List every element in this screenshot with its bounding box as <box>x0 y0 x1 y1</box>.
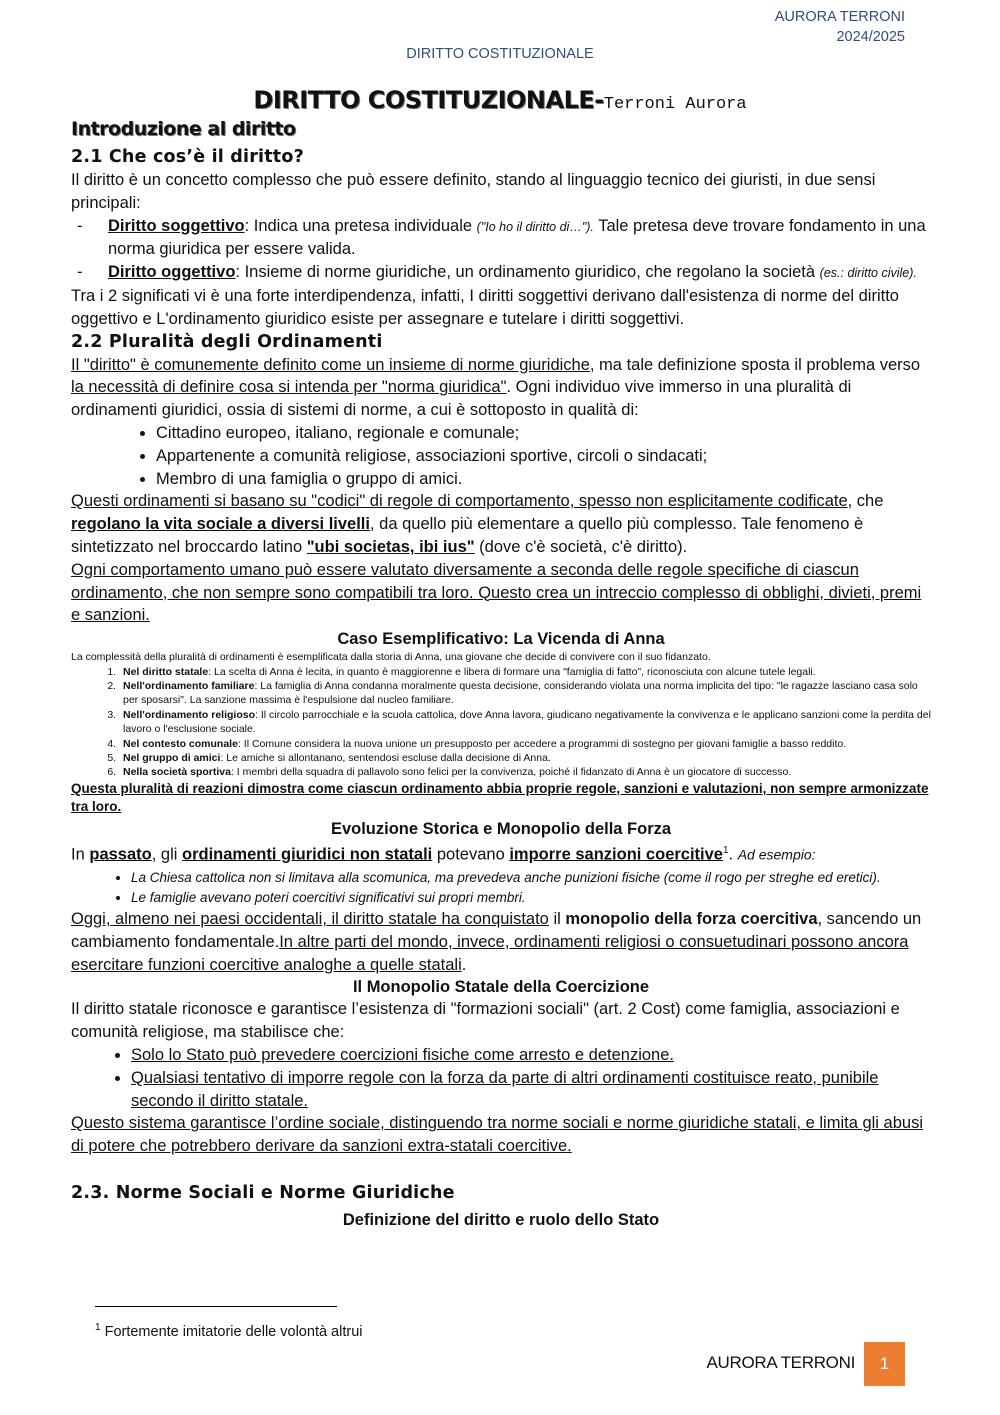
definition-text: : Insieme di norme giuridiche, un ordinamento giuridico, che regolano la società <box>235 263 820 282</box>
footnote-number: 1 <box>95 1322 101 1333</box>
case-item <box>119 665 931 679</box>
page-content <box>71 146 931 1231</box>
title-main: DIRITTO COSTITUZIONALE- <box>253 86 604 114</box>
text-run: , gli <box>151 845 182 864</box>
case-item <box>119 751 931 765</box>
section-2-2-paragraph <box>71 490 931 558</box>
definition-text: : Indica una pretesa individuale <box>244 216 477 235</box>
case-item-label: Nella società sportiva <box>123 766 231 779</box>
text-run: monopolio della forza coercitiva <box>565 910 818 929</box>
examples-list <box>71 868 931 907</box>
list-item: • Qualsiasi tentativo di imporre regole con la forza da parte di altri ordinamenti costituisce reato, punibile secondo il diritto statale. <box>131 1067 931 1113</box>
monopoly-paragraph: Il diritto statale riconosce e garantisce l’esistenza di "formazioni sociali" (art. 2 Cost) come famiglia, associazioni e comunità religiose, ma stabilisce che: <box>71 1000 900 1042</box>
text-run: imporre sanzioni coercitive <box>509 845 723 864</box>
section-2-1-heading: 2.1 Che cos’è il diritto? <box>71 147 304 167</box>
text-run: regolano la vita sociale a diversi livelli <box>71 515 370 534</box>
case-item-text: : La famiglia di Anna condanna moralmente questa decisione, considerando violata una norma implicita del tipo: "le ragazze lasciano casa solo per sposarsi". La sanzione massima è l'espulsione dal nucleo familiare. <box>123 679 918 707</box>
text-run: . <box>728 845 738 864</box>
section-2-3-subheading: Definizione del diritto e ruolo dello Stato <box>342 1211 660 1230</box>
case-item <box>119 737 931 751</box>
list-item: • Membro di una famiglia o gruppo di amici. <box>156 468 931 491</box>
monopoly-heading: Il Monopolio Statale della Coercizione <box>352 978 650 997</box>
definition-term: Diritto oggettivo <box>108 263 236 282</box>
case-item-label: Nel gruppo di amici <box>123 751 221 764</box>
case-conclusion: Questa pluralità di reazioni dimostra come ciascun ordinamento abbia proprie regole, sanzioni e valutazioni, non sempre armonizzate tra loro. <box>71 780 929 814</box>
text-run: Questi ordinamenti si basano su "codici" di regole di comportamento, spesso non esplicitamente codificate <box>71 492 848 511</box>
case-item-text: : I membri della squadra di pallavolo sono felici per la convivenza, poiché il fidanzato di Anna è un giocatore di successo. <box>230 766 792 779</box>
header-author: AURORA TERRONI <box>774 9 905 25</box>
footnote-ref[interactable]: 1 <box>722 844 729 856</box>
text-run: . <box>461 955 467 974</box>
text-run: Oggi, almeno nei paesi occidentali, il diritto statale ha conquistato <box>71 910 549 929</box>
text-run: In altre parti del mondo, invece, ordinamenti religiosi o consuetudinari possono ancora esercitare funzioni coercitive analoghe a quelle statali <box>71 932 909 974</box>
header-course: DIRITTO COSTITUZIONALE <box>406 46 594 62</box>
text-run: , che <box>847 492 884 511</box>
latin-maxim: "ubi societas, ibi ius" <box>306 537 475 556</box>
section-2-1-intro: Il diritto è un concetto complesso che può essere definito, stando al linguaggio tecnico dei giuristi, in due sensi principali: <box>71 171 876 212</box>
evolution-heading: Evoluzione Storica e Monopolio della Forza <box>330 819 672 838</box>
text-run: ordinamenti giuridici non statali <box>181 845 433 864</box>
section-2-3-heading: 2.3. Norme Sociali e Norme Giuridiche <box>71 1183 455 1204</box>
section-2-2-paragraph: Ogni comportamento umano può essere valutato diversamente a seconda delle regole specifiche di ciascun ordinamento, che non sempre sono compatibili tra loro. Questo crea un intreccio complesso di obblighi, divieti, premi e sanzioni. <box>71 560 922 625</box>
case-item-text: : Il circolo parrocchiale e la scuola cattolica, dove Anna lavora, giudicano negativamente la convivenza e le applicano sanzioni come la perdita del lavoro o l'esclusione sociale. <box>123 708 931 736</box>
list-item: • Appartenente a comunità religiose, associazioni sportive, circoli o sindacati; <box>156 445 931 468</box>
case-item-text: : La scelta di Anna è lecita, in quanto è maggiorenne e libera di formare una "famiglia di fatto", riconosciuta con alcune tutele legali. <box>208 665 816 678</box>
case-heading: Caso Esemplificativo: La Vicenda di Anna <box>337 630 665 649</box>
list-item: • La Chiesa cattolica non si limitava alla scomunica, ma prevedeva anche punizioni fisiche (come il rogo per streghe ed eretici). <box>131 868 931 887</box>
page-number: 1 <box>864 1342 905 1386</box>
evolution-paragraph <box>71 908 931 976</box>
footer-author: AURORA TERRONI <box>706 1353 855 1372</box>
text-run: , da quello più elementare a quello più complesso. Tale fenomeno è sintetizzato nel broccardo latino <box>71 515 864 556</box>
definition-note: (es.: diritto civile). <box>819 266 917 281</box>
definitions-list <box>71 215 931 285</box>
text-run: Il "diritto" è comunemente definito come un insieme di norme giuridiche <box>71 355 590 374</box>
title-author: Terroni Aurora <box>603 95 747 114</box>
footnote <box>95 1322 363 1340</box>
monopoly-list <box>71 1044 931 1112</box>
document-title <box>0 86 1000 114</box>
list-item: • Solo lo Stato può prevedere coercizioni fisiche come arresto e detenzione. <box>131 1044 931 1067</box>
text-run: , ma tale definizione sposta il problema verso <box>589 355 921 374</box>
case-item-text: : Il Comune considera la nuova unione un presupposto per accedere a programmi di sostegno per giovani famiglie a basso reddito. <box>237 737 847 750</box>
text-run: la necessità di definire cosa si intenda per "norma giuridica" <box>71 378 507 397</box>
definition-note: ("Io ho il diritto di…"). <box>476 219 594 234</box>
section-2-1-paragraph: Tra i 2 significati vi è una forte interdipendenza, infatti, I diritti soggettivi derivano dall'esistenza di norme del diritto oggettivo e L'ordinamento giuridico esiste per assegnare e tutelare i diritti soggettivi. <box>71 286 899 328</box>
case-item <box>119 708 931 737</box>
section-2-2-heading: 2.2 Pluralità degli Ordinamenti <box>71 331 383 352</box>
text-run: il <box>548 910 566 929</box>
list-item: • Cittadino europeo, italiano, regionale e comunale; <box>156 422 931 445</box>
definition-item <box>71 215 931 262</box>
header-year: 2024/2025 <box>836 29 905 45</box>
evolution-paragraph <box>71 840 931 866</box>
text-run: . Ogni individuo vive immerso in una pluralità di ordinamenti giuridici, ossia di sistemi di norme, a cui è sottoposto in qualità di: <box>71 378 852 420</box>
definition-term: Diritto soggettivo <box>108 216 245 235</box>
case-intro: La complessità della pluralità di ordinamenti è esemplificata dalla storia di Anna, una giovane che decide di convivere con il suo fidanzato. <box>71 651 711 664</box>
text-run: Ad esempio: <box>737 846 816 863</box>
definition-item <box>71 261 931 285</box>
text-run: (dove c'è società, c'è diritto). <box>474 537 688 556</box>
monopoly-paragraph: Questo sistema garantisce l’ordine sociale, distinguendo tra norme sociali e norme giuridiche statali, e limita gli abusi di potere che potrebbero derivare da sanzioni extra-statali coercitive. <box>71 1114 924 1156</box>
case-item-text: : Le amiche si allontanano, sentendosi escluse dalla decisione di Anna. <box>220 751 551 764</box>
footnote-separator <box>95 1306 337 1307</box>
case-item-label: Nell'ordinamento familiare <box>123 679 255 692</box>
text-run: , sancendo un cambiamento fondamentale. <box>71 910 922 951</box>
case-item-label: Nel contesto comunale <box>123 737 238 750</box>
text-run: In <box>71 845 90 864</box>
case-item-label: Nel diritto statale <box>123 665 209 678</box>
text-run: passato <box>89 845 152 864</box>
list-item: • Le famiglie avevano poteri coercitivi significativi sui propri membri. <box>131 888 931 907</box>
footnote-text: Fortemente imitatorie delle volontà altrui <box>100 1323 363 1340</box>
text-run: potevano <box>432 845 510 864</box>
intro-heading: Introduzione al diritto <box>71 118 296 140</box>
case-list <box>71 665 931 780</box>
header-right <box>775 7 905 47</box>
case-item <box>119 765 931 779</box>
definition-text: Tale pretesa deve trovare fondamento in una norma giuridica per essere valida. <box>108 216 926 259</box>
case-item-label: Nell'ordinamento religioso <box>123 708 256 721</box>
roles-list <box>71 422 931 490</box>
case-item <box>119 679 931 708</box>
section-2-2-paragraph <box>71 354 931 422</box>
